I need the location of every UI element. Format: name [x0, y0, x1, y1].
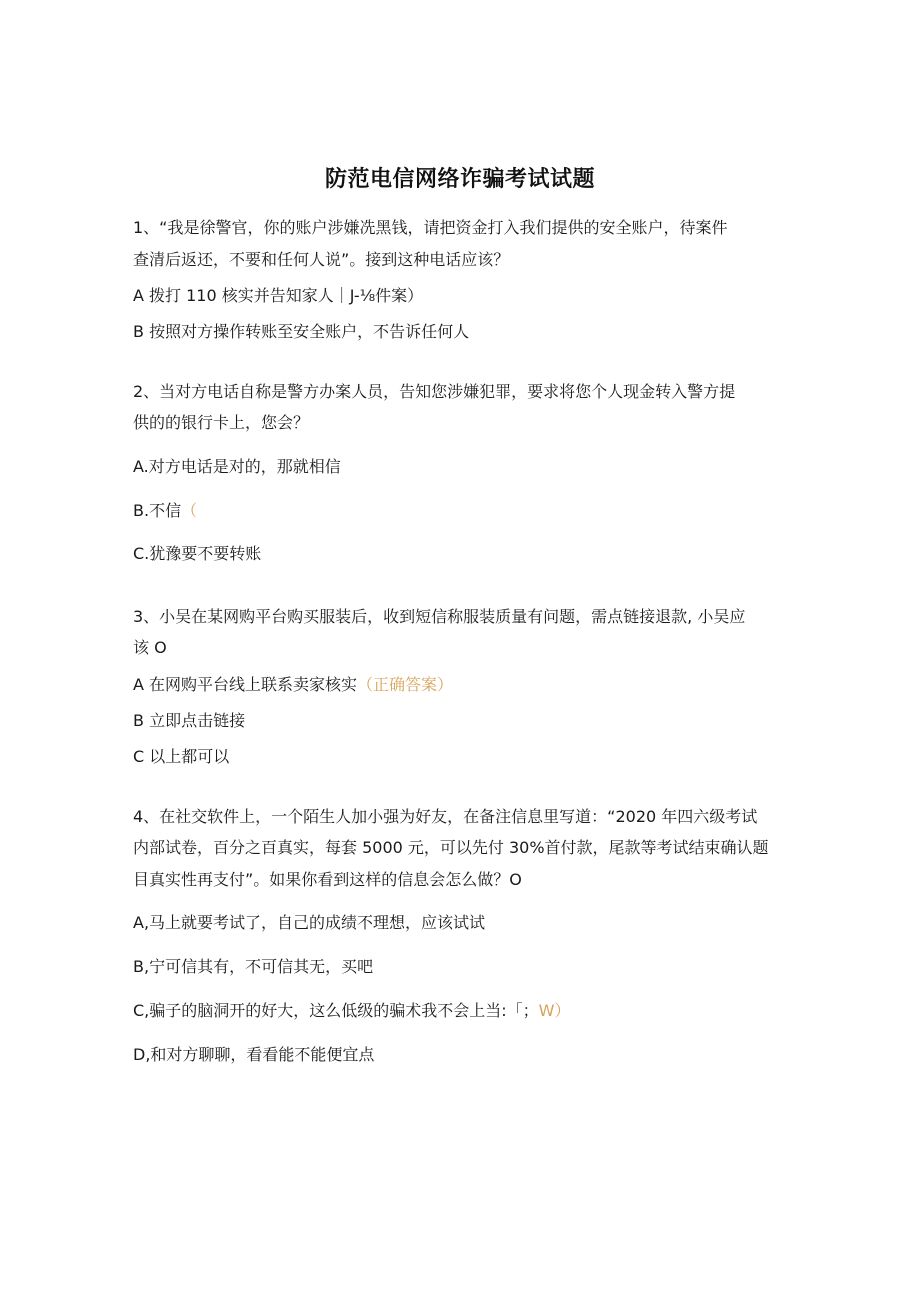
question-4-option-d: [133, 1045, 793, 1065]
option-text: A,马上就要考试了，自己的成绩不理想，应该试试: [133, 913, 486, 932]
question-2-stem-line-2: 供的的银行卡上，您会？: [133, 413, 310, 432]
option-text: B 立即点击链接: [133, 711, 246, 730]
question-4-option-b: [133, 957, 793, 977]
question-2-option-b: [133, 501, 793, 521]
option-text: A 在网购平台线上联系卖家核实: [133, 675, 358, 694]
option-text: C,骗子的脑洞开的好大，这么低级的骗术我不会上当:「；: [133, 1001, 539, 1020]
answer-mark: （: [181, 501, 198, 520]
option-text: C 以上都可以: [133, 747, 230, 766]
option-text: B,宁可信其有，不可信其无，买吧: [133, 957, 374, 976]
question-1-option-a: [133, 286, 793, 306]
option-text: B.不信: [133, 501, 182, 520]
question-3-option-c: [133, 747, 793, 767]
question-3-option-b: [133, 711, 793, 731]
option-text: C.犹豫要不要转账: [133, 544, 262, 563]
question-1-option-b: [133, 322, 793, 342]
answer-mark: W）: [538, 1001, 571, 1020]
question-4-stem-line-1: 4、在社交软件上，一个陌生人加小强为好友，在备注信息里写道：“2020 年四六级考试: [133, 807, 758, 826]
question-3-stem-line-2: 该 O: [133, 638, 167, 657]
question-1-stem-line-2: 查清后返还，不要和任何人说”。接到这种电话应该？: [133, 250, 510, 269]
question-4-stem-line-3: 目真实性再支付”。如果你看到这样的信息会怎么做？O: [133, 870, 522, 889]
question-2-option-c: [133, 544, 793, 564]
answer-mark: （正确答案）: [357, 675, 454, 694]
question-3-stem-line-1: 3、小吴在某网购平台购买服装后，收到短信称服装质量有问题，需点链接退款, 小吴应: [133, 607, 746, 626]
question-4-option-a: [133, 913, 793, 933]
question-2-option-a: [133, 457, 793, 477]
question-4-stem-line-2: 内部试卷，百分之百真实，每套 5000 元，可以先付 30%首付款，尾款等考试结束确认题: [133, 838, 769, 857]
question-3-option-a: [133, 675, 793, 695]
option-text: B 按照对方操作转账至安全账户，不告诉任何人: [133, 322, 470, 341]
option-text: A 拨打 110 核实并告知家人｜J-⅛件案）: [133, 286, 424, 305]
question-2-stem-line-1: 2、当对方电话自称是警方办案人员，告知您涉嫌犯罪，要求将您个人现金转入警方提: [133, 382, 736, 401]
question-1-stem-line-1: 1、“我是徐警官，你的账户涉嫌冼黑钱，请把资金打入我们提供的安全账户，待案件: [133, 218, 728, 237]
option-text: A.对方电话是对的，那就相信: [133, 457, 341, 476]
option-text: D,和对方聊聊，看看能不能便宜点: [133, 1045, 375, 1064]
question-4-option-c: [133, 1001, 793, 1021]
page-title: 防范电信网络诈骗考试试题: [324, 167, 595, 192]
